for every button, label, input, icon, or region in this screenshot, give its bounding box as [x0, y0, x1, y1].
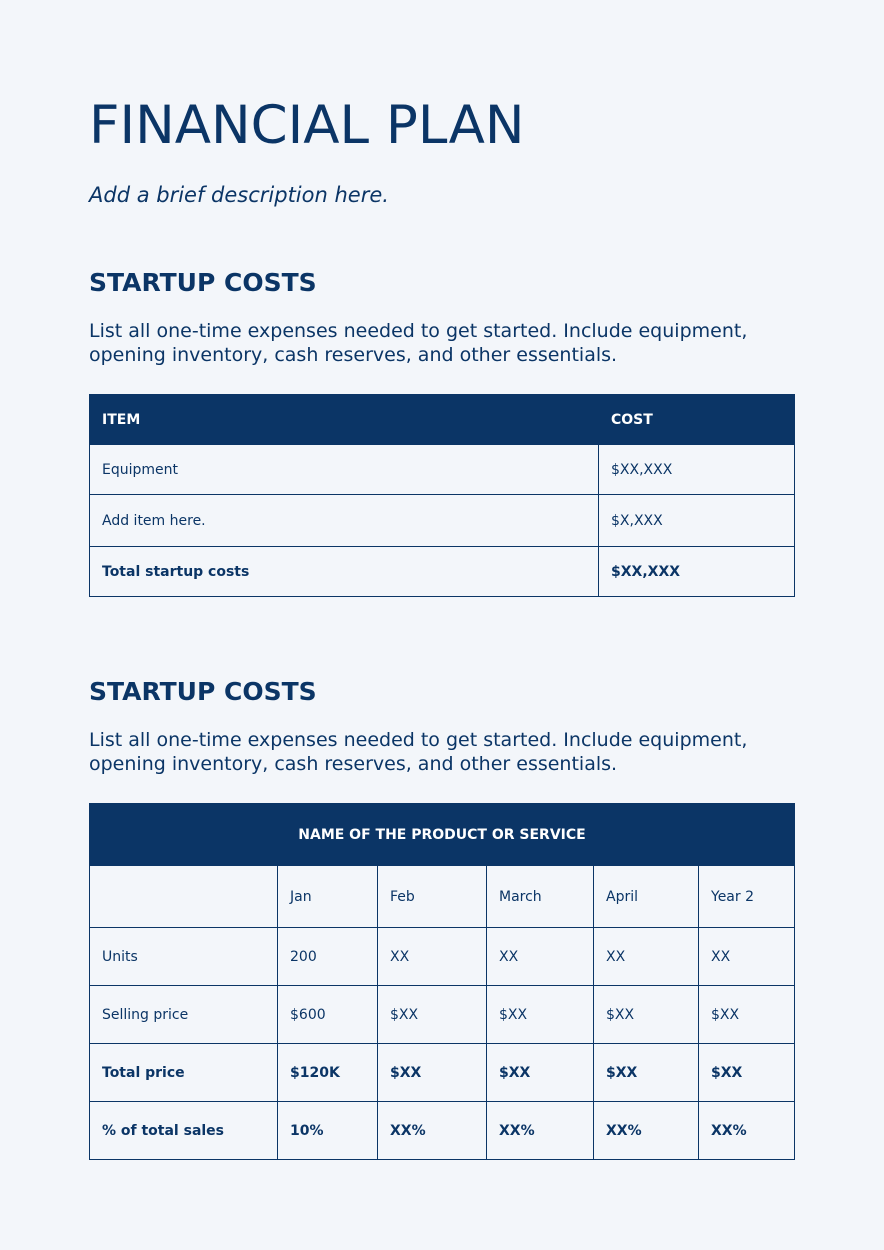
cost-cell: $X,XXX — [599, 495, 795, 547]
value-cell: 10% — [278, 1102, 378, 1160]
column-label-cell: Jan — [278, 866, 378, 928]
table-row — [90, 495, 795, 547]
column-label-cell: April — [594, 866, 699, 928]
value-cell: XX% — [594, 1102, 699, 1160]
row-label-cell: % of total sales — [90, 1102, 278, 1160]
section-description: List all one-time expenses needed to get started. Include equipment, opening inventory, cash reserves, and other essentials. — [89, 729, 748, 775]
value-cell: $XX — [487, 1044, 594, 1102]
startup-costs-table — [89, 394, 795, 597]
row-label-cell: Selling price — [90, 986, 278, 1044]
value-cell: 200 — [278, 928, 378, 986]
column-label-cell: Year 2 — [699, 866, 795, 928]
page-subtitle: Add a brief description here. — [89, 183, 389, 207]
value-cell: $120K — [278, 1044, 378, 1102]
item-cell: Add item here. — [90, 495, 599, 547]
value-cell: $600 — [278, 986, 378, 1044]
table-row — [90, 928, 795, 986]
row-label-cell: Units — [90, 928, 278, 986]
section-description: List all one-time expenses needed to get started. Include equipment, opening inventory, cash reserves, and other essentials. — [89, 320, 748, 366]
value-cell: $XX — [378, 986, 487, 1044]
value-cell: $XX — [594, 1044, 699, 1102]
total-row — [90, 1044, 795, 1102]
cost-cell: $XX,XXX — [599, 445, 795, 495]
table-row — [90, 445, 795, 495]
value-cell: $XX — [699, 986, 795, 1044]
column-label-cell — [90, 866, 278, 928]
row-label-cell: Total price — [90, 1044, 278, 1102]
value-cell: $XX — [699, 1044, 795, 1102]
cost-cell: $XX,XXX — [599, 547, 795, 597]
value-cell: XX — [699, 928, 795, 986]
column-label-cell: March — [487, 866, 594, 928]
item-cell: Total startup costs — [90, 547, 599, 597]
value-cell: XX — [594, 928, 699, 986]
value-cell: XX — [378, 928, 487, 986]
total-row — [90, 547, 795, 597]
column-header-cost: COST — [599, 395, 795, 445]
page-title: FINANCIAL PLAN — [89, 95, 525, 156]
product-sales-table — [89, 803, 795, 1160]
item-cell: Equipment — [90, 445, 599, 495]
table-header-row — [90, 804, 795, 866]
value-cell: $XX — [378, 1044, 487, 1102]
section-heading-startup-costs: STARTUP COSTS — [89, 677, 317, 706]
value-cell: XX% — [378, 1102, 487, 1160]
value-cell: XX% — [487, 1102, 594, 1160]
column-label-row — [90, 866, 795, 928]
value-cell: $XX — [594, 986, 699, 1044]
value-cell: $XX — [487, 986, 594, 1044]
column-label-cell: Feb — [378, 866, 487, 928]
table-header-row — [90, 395, 795, 445]
section-heading-startup-costs: STARTUP COSTS — [89, 268, 317, 297]
table-row — [90, 986, 795, 1044]
column-header-item: ITEM — [90, 395, 599, 445]
percent-row — [90, 1102, 795, 1160]
value-cell: XX% — [699, 1102, 795, 1160]
product-name-header: NAME OF THE PRODUCT OR SERVICE — [90, 804, 795, 866]
value-cell: XX — [487, 928, 594, 986]
